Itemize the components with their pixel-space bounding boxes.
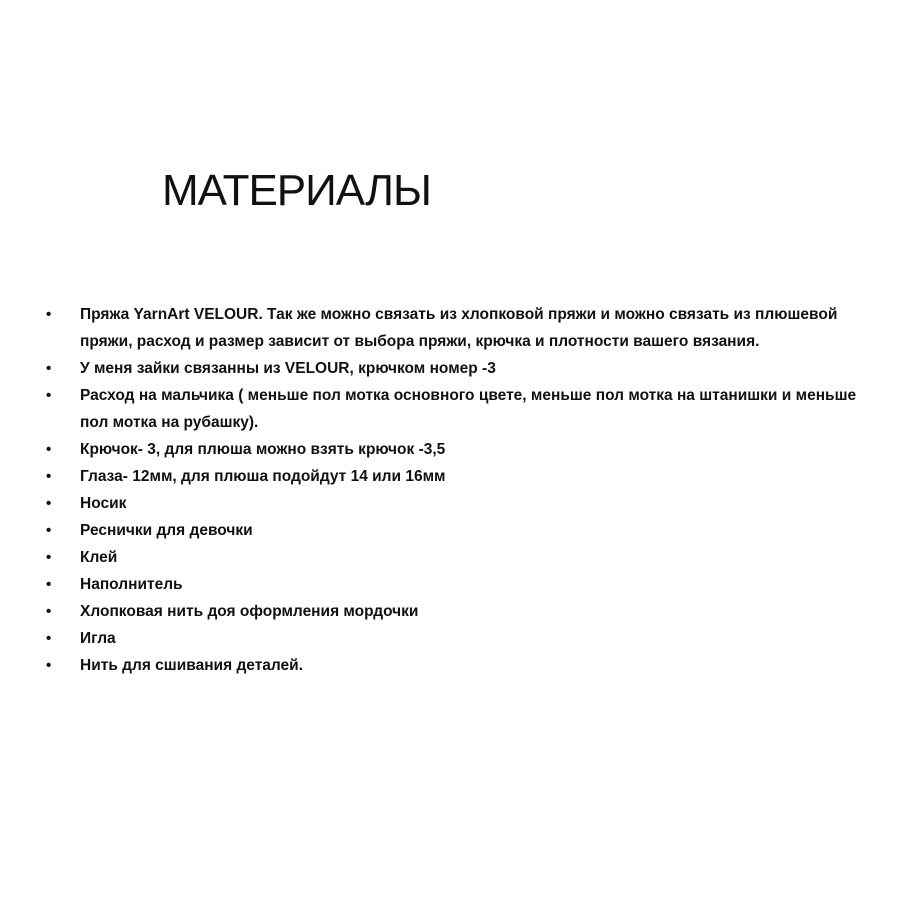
bullet-icon: • — [46, 306, 52, 323]
list-item-text: Клей — [80, 549, 118, 566]
bullet-icon: • — [46, 441, 52, 458]
list-item — [42, 355, 872, 382]
bullet-icon: • — [46, 630, 52, 647]
list-item — [42, 517, 872, 544]
list-item-text: Нить для сшивания деталей. — [80, 657, 304, 674]
bullet-icon: • — [46, 549, 52, 566]
list-item — [42, 544, 872, 571]
list-item-text: Пряжа YarnArt VELOUR. Так же можно связать из хлопковой пряжи и можно связать из плюшевой пряжи, расход и размер зависит от выбора пряжи, крючка и плотности вашего вязания. — [80, 306, 838, 350]
page-title: МАТЕРИАЛЫ — [162, 166, 431, 215]
list-item — [42, 382, 872, 436]
bullet-icon: • — [46, 576, 52, 593]
list-item-text: Глаза- 12мм, для плюша подойдут 14 или 16мм — [80, 468, 446, 485]
list-item-text: Наполнитель — [80, 576, 183, 593]
list-item-text: Крючок- 3, для плюша можно взять крючок -3,5 — [80, 441, 446, 458]
bullet-icon: • — [46, 657, 52, 674]
list-item-text: Хлопковая нить доя оформления мордочки — [80, 603, 419, 620]
bullet-icon: • — [46, 495, 52, 512]
list-item — [42, 490, 872, 517]
list-item-text: Носик — [80, 495, 127, 512]
list-item — [42, 436, 872, 463]
bullet-icon: • — [46, 522, 52, 539]
bullet-icon: • — [46, 360, 52, 377]
bullet-icon: • — [46, 603, 52, 620]
list-item — [42, 301, 872, 355]
list-item-text: Реснички для девочки — [80, 522, 253, 539]
list-item-text: У меня зайки связанны из VELOUR, крючком номер -3 — [80, 360, 496, 377]
list-item — [42, 598, 872, 625]
list-item — [42, 463, 872, 490]
bullet-icon: • — [46, 387, 52, 404]
list-item-text: Игла — [80, 630, 116, 647]
bullet-icon: • — [46, 468, 52, 485]
materials-list — [42, 301, 872, 679]
list-item — [42, 652, 872, 679]
list-item — [42, 625, 872, 652]
list-item — [42, 571, 872, 598]
list-item-text: Расход на мальчика ( меньше пол мотка основного цвете, меньше пол мотка на штанишки и меньше пол мотка на рубашку). — [80, 387, 857, 431]
